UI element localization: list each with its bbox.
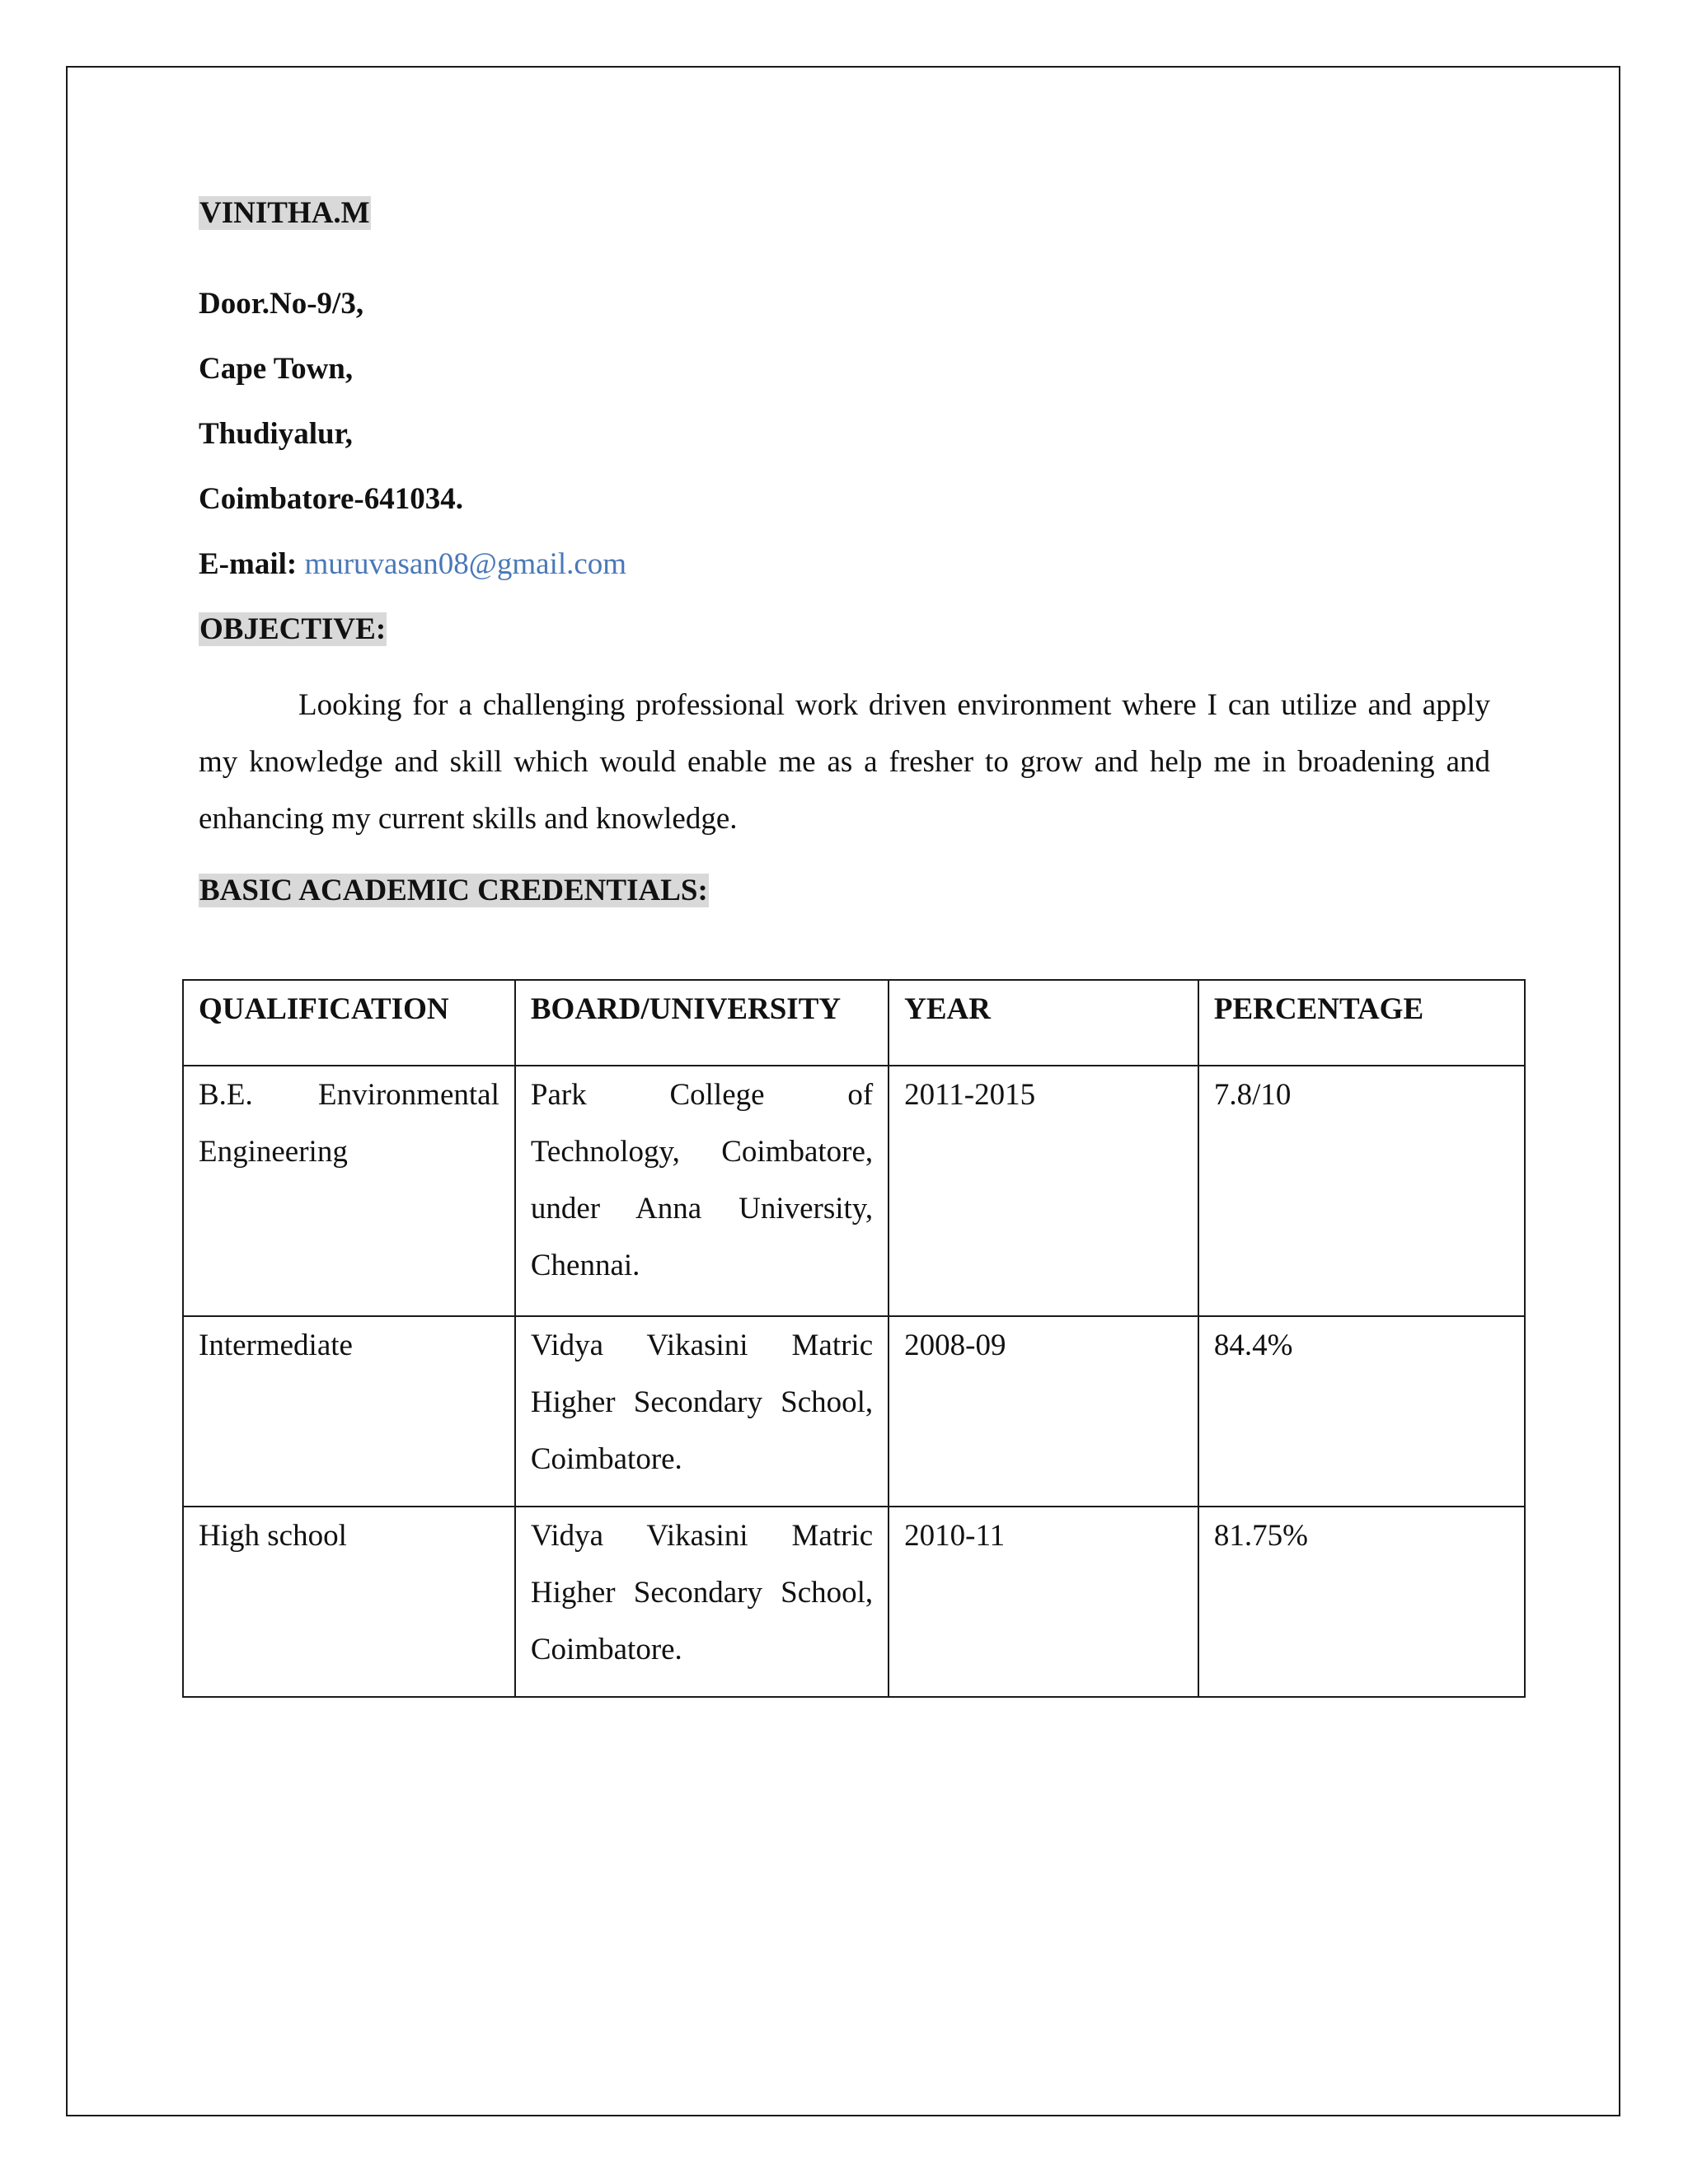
objective-text: Looking for a challenging professional work driven environment where I can utilize and apply my knowledge and skill which would enable me as a fresher to grow and help me in broadening and enhancing my current skills and knowledge. xyxy=(199,688,1490,836)
column-header-percentage: PERCENTAGE xyxy=(1198,980,1525,1066)
email-link[interactable]: muruvasan08@gmail.com xyxy=(304,547,627,581)
qualification-cell: High school xyxy=(183,1507,515,1697)
column-header-year: YEAR xyxy=(889,980,1198,1066)
address-block xyxy=(199,271,1490,532)
percentage-cell: 81.75% xyxy=(1198,1507,1525,1697)
email-line xyxy=(199,532,1490,597)
table-row xyxy=(183,1507,1525,1697)
address-line-3: Thudiyalur, xyxy=(199,417,353,451)
year-cell: 2010-11 xyxy=(889,1507,1198,1697)
candidate-name xyxy=(199,198,1490,228)
objective-heading xyxy=(199,597,1490,662)
credentials-table xyxy=(182,979,1526,1698)
table-header-row xyxy=(183,980,1525,1066)
credentials-heading xyxy=(199,862,1490,919)
board-cell: Vidya Vikasini Matric Higher Secondary School, Coimbatore. xyxy=(515,1507,889,1697)
email-label: E-mail: xyxy=(199,547,298,581)
year-cell: 2008-09 xyxy=(889,1316,1198,1507)
qualification-cell: Intermediate xyxy=(183,1316,515,1507)
year-cell: 2011-2015 xyxy=(889,1066,1198,1316)
candidate-name-text: VINITHA.M xyxy=(199,196,370,230)
column-header-board: BOARD/UNIVERSITY xyxy=(515,980,889,1066)
qualification-cell: B.E. Environmental Engineering xyxy=(183,1066,515,1316)
percentage-cell: 84.4% xyxy=(1198,1316,1525,1507)
address-line-2: Cape Town, xyxy=(199,352,354,386)
board-cell: Vidya Vikasini Matric Higher Secondary School, Coimbatore. xyxy=(515,1316,889,1507)
address-line-4: Coimbatore-641034. xyxy=(199,482,463,516)
objective-heading-text: OBJECTIVE: xyxy=(199,612,387,646)
column-header-qualification: QUALIFICATION xyxy=(183,980,515,1066)
address-line-1: Door.No-9/3, xyxy=(199,287,364,321)
table-row xyxy=(183,1316,1525,1507)
percentage-cell: 7.8/10 xyxy=(1198,1066,1525,1316)
credentials-heading-text: BASIC ACADEMIC CREDENTIALS: xyxy=(199,874,708,907)
resume-content xyxy=(199,191,1490,919)
table-row xyxy=(183,1066,1525,1316)
board-cell: Park College of Technology, Coimbatore, under Anna University, Chennai. xyxy=(515,1066,889,1316)
